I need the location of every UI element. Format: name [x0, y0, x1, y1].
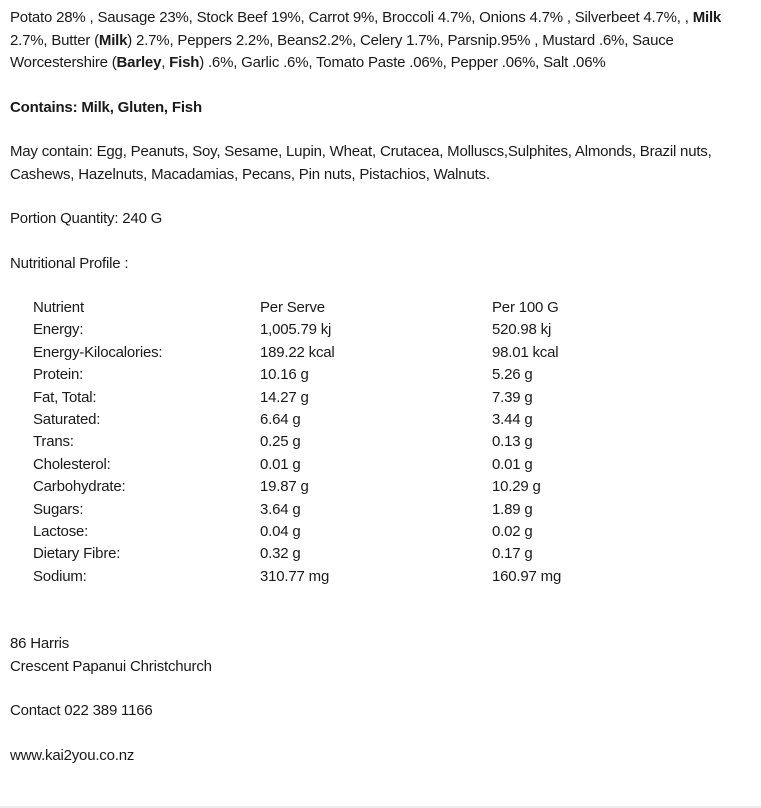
nutrition-header-row — [33, 297, 732, 319]
nutrition-data-row — [33, 364, 732, 386]
per-100g-value-cell: 160.97 mg — [492, 567, 562, 585]
nutritional-profile-heading: Nutritional Profile : — [10, 254, 129, 272]
ingredient-text: Potato 28% , Sausage 23%, Stock Beef 19%, Carrot 9%, Broccoli 4.7%, Onions 4.7% , Silverbeet 4.7%, , — [10, 9, 693, 26]
nutrition-table — [33, 297, 732, 588]
allergen-emphasis-text: Milk — [98, 31, 128, 49]
per-100g-value-cell: 0.13 g — [492, 433, 533, 451]
nutrient-name-cell: Protein: — [33, 366, 84, 384]
nutrition-data-row — [33, 521, 732, 543]
nutrition-data-row — [33, 319, 732, 341]
per-100g-value-cell: 3.44 g — [492, 411, 533, 429]
per-serve-value-cell: 0.32 g — [260, 545, 301, 563]
nutrient-name-cell: Fat, Total: — [33, 388, 97, 406]
per-100g-value-cell: 5.26 g — [492, 366, 533, 384]
portion-quantity: Portion Quantity: 240 G — [10, 210, 163, 227]
per-100g-value-cell: 98.01 kcal — [492, 343, 559, 361]
allergen-emphasis-text: Fish — [169, 54, 200, 71]
ingredient-text: ) 2.7%, Peppers 2.2%, Beans2.2%, Celery 1.7%, Parsnip.95% , Mustard .6%, Sauce Worcestershire ( — [10, 31, 674, 71]
per-100g-value-cell: 520.98 kj — [492, 321, 552, 339]
nutrient-name-cell: Saturated: — [33, 411, 101, 429]
nutrition-data-row — [33, 543, 732, 565]
nutrition-data-row — [33, 499, 732, 521]
per-100g-value-cell: 1.89 g — [492, 500, 533, 518]
per-serve-value-cell: 10.16 g — [260, 366, 309, 384]
address-block — [10, 633, 753, 678]
per-serve-value-cell: 0.01 g — [260, 455, 301, 473]
nutrition-data-row — [33, 566, 732, 588]
nutrient-name-cell: Energy-Kilocalories: — [33, 343, 163, 361]
per-serve-value-cell: 3.64 g — [260, 500, 301, 518]
nutrient-name-cell: Trans: — [33, 433, 74, 451]
nutrient-name-cell: Sugars: — [33, 500, 84, 518]
nutrition-header-cell: Per 100 G — [492, 299, 559, 316]
nutrition-header-cell: Nutrient — [33, 299, 84, 316]
nutrient-name-cell: Lactose: — [33, 523, 89, 541]
ingredients-paragraph — [10, 7, 753, 75]
address-line-1: 86 Harris — [10, 635, 70, 653]
per-100g-value-cell: 0.02 g — [492, 523, 533, 541]
per-100g-value-cell: 0.01 g — [492, 455, 533, 473]
may-contain-statement: May contain: Egg, Peanuts, Soy, Sesame, Lupin, Wheat, Crutacea, Molluscs,Sulphites, Almonds, Brazil nuts, Cashews, Hazelnuts, Macadamias, Pecans, Pin nuts, Pistachios, Walnuts. — [10, 143, 712, 183]
per-serve-value-cell: 189.22 kcal — [260, 343, 335, 361]
nutrition-data-row — [33, 387, 732, 409]
contact-phone: Contact 022 389 1166 — [10, 702, 153, 720]
nutrition-data-row — [33, 454, 732, 476]
per-100g-value-cell: 0.17 g — [492, 545, 533, 563]
per-serve-value-cell: 310.77 mg — [260, 567, 330, 585]
nutrient-name-cell: Carbohydrate: — [33, 478, 126, 496]
address-line-2: Crescent Papanui Christchurch — [10, 657, 212, 675]
ingredient-text: , — [161, 54, 170, 71]
nutrition-header-cell: Per Serve — [260, 299, 325, 316]
website-url: www.kai2you.co.nz — [10, 746, 135, 764]
per-serve-value-cell: 14.27 g — [260, 388, 309, 406]
nutrition-data-row — [33, 476, 732, 498]
per-100g-value-cell: 7.39 g — [492, 388, 533, 406]
per-serve-value-cell: 1,005.79 kj — [260, 321, 332, 339]
contains-statement: Contains: Milk, Gluten, Fish — [10, 98, 202, 116]
nutrition-data-row — [33, 342, 732, 364]
nutrient-name-cell: Dietary Fibre: — [33, 545, 121, 563]
nutrition-data-row — [33, 431, 732, 453]
per-serve-value-cell: 0.04 g — [260, 523, 301, 541]
nutrient-name-cell: Cholesterol: — [33, 455, 111, 473]
per-serve-value-cell: 6.64 g — [260, 411, 301, 429]
allergen-emphasis-text: Barley — [116, 54, 162, 71]
per-serve-value-cell: 0.25 g — [260, 433, 301, 451]
nutrient-name-cell: Energy: — [33, 321, 84, 339]
ingredient-text: ) .6%, Garlic .6%, Tomato Paste .06%, Pepper .06%, Salt .06% — [199, 54, 606, 71]
allergen-emphasis-text: Milk — [692, 9, 722, 26]
per-100g-value-cell: 10.29 g — [492, 478, 541, 496]
per-serve-value-cell: 19.87 g — [260, 478, 309, 496]
nutrition-data-row — [33, 409, 732, 431]
nutrient-name-cell: Sodium: — [33, 567, 87, 585]
ingredient-text: 2.7%, Butter ( — [10, 31, 99, 49]
